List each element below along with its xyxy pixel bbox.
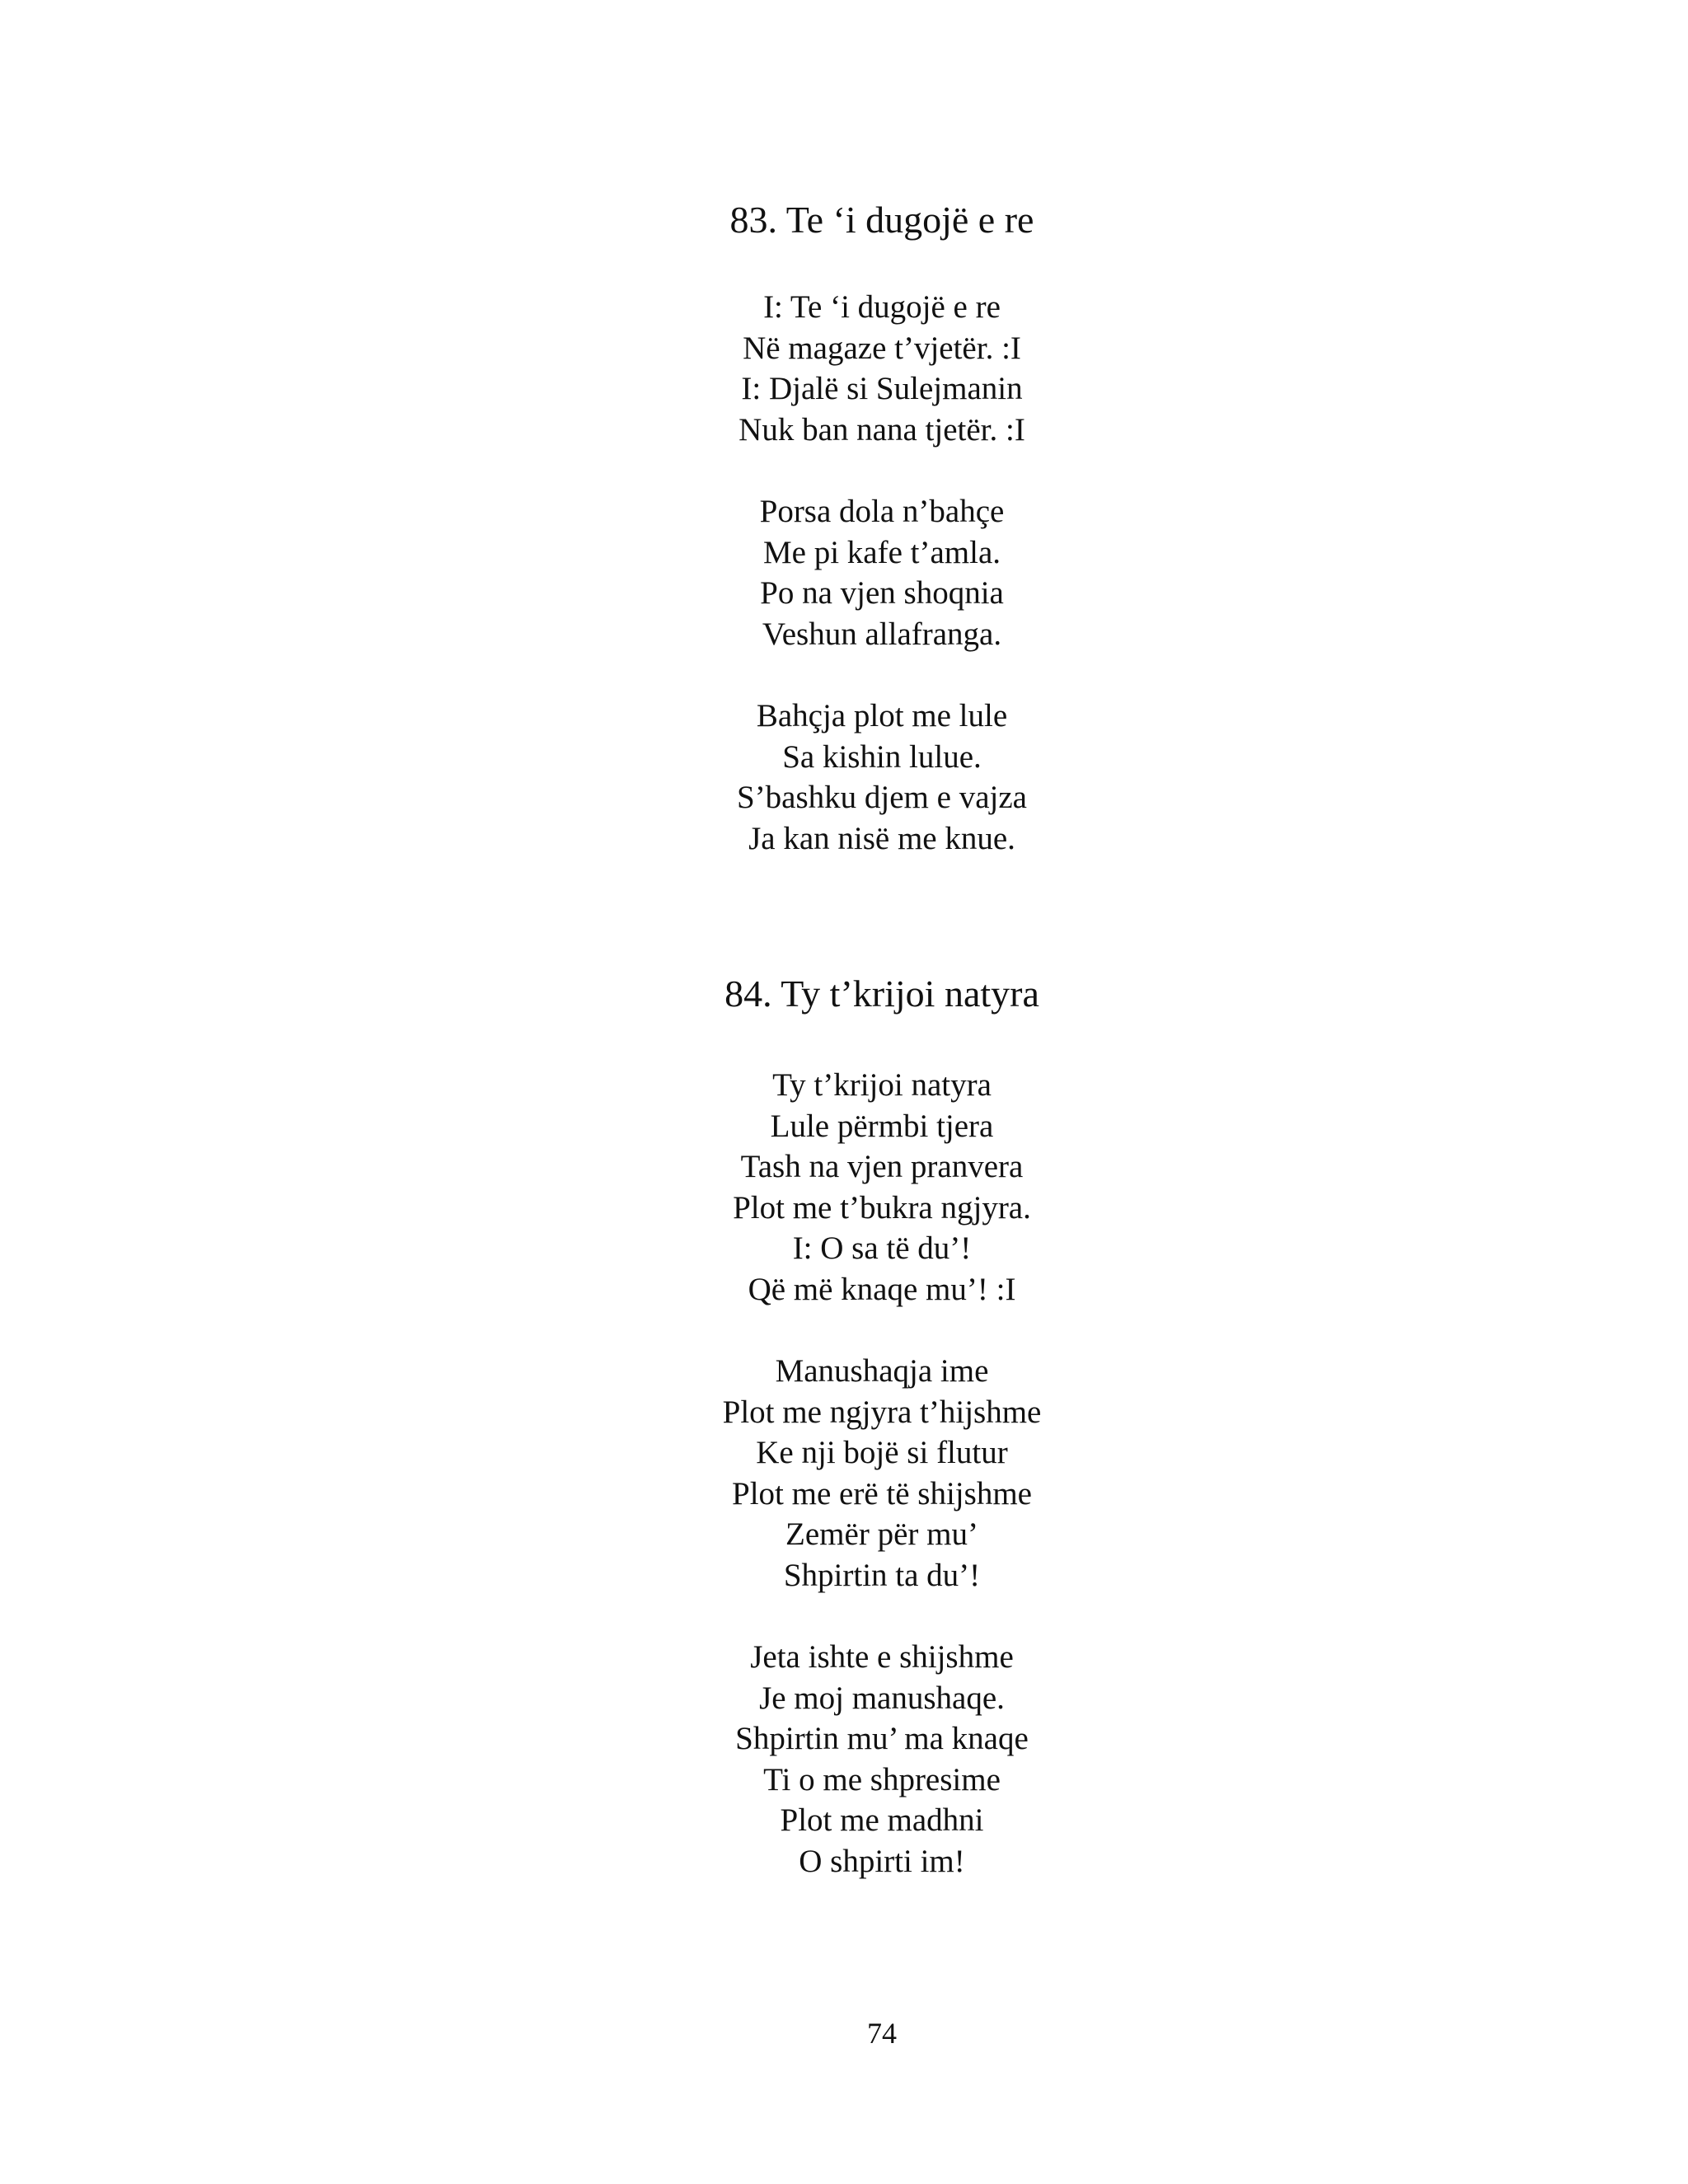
stanza: [0, 1351, 1688, 1596]
verse-line: O shpirti im!: [799, 1843, 965, 1879]
poem-title: 84. Ty t’krijoi natyra: [724, 972, 1039, 1015]
verse-line: Ja kan nisë me knue.: [748, 820, 1015, 856]
verse-line: Manushaqja ime: [775, 1353, 989, 1389]
poem-84: [0, 971, 1688, 1882]
stanza: [0, 1065, 1688, 1310]
verse-line: Ti o me shpresime: [763, 1761, 1001, 1797]
verse-line: Jeta ishte e shijshme: [750, 1639, 1014, 1675]
verse-line: Bahçja plot me lule: [756, 698, 1008, 733]
verse-line: Plot me erë të shijshme: [732, 1475, 1032, 1511]
verse-line: Tash na vjen pranvera: [740, 1149, 1024, 1184]
verse-line: Shpirtin ta du’!: [783, 1557, 981, 1593]
verse-line: S’bashku djem e vajza: [737, 780, 1027, 815]
verse-line: Po na vjen shoqnia: [760, 575, 1004, 611]
verse-line: Plot me madhni: [780, 1802, 984, 1838]
verse-line: Sa kishin lulue.: [782, 738, 982, 775]
verse-line: Ty t’krijoi natyra: [772, 1067, 992, 1103]
verse-line: Që më knaqe mu’! :I: [748, 1271, 1016, 1307]
verse-line: Plot me ngjyra t’hijshme: [722, 1394, 1042, 1430]
verse-line: I: Djalë si Sulejmanin: [741, 371, 1023, 406]
verse-line: Lule përmbi tjera: [770, 1108, 994, 1144]
verse-line: I: O sa të du’!: [792, 1230, 972, 1266]
verse-line: Veshun allafranga.: [762, 616, 1002, 652]
verse-line: Me pi kafe t’amla.: [762, 534, 1001, 570]
verse-line: Je moj manushaqe.: [759, 1680, 1005, 1716]
verse-line: Porsa dola n’bahçe: [759, 494, 1005, 529]
poem-83: [0, 197, 1688, 859]
verse-line: I: Te ‘i dugojë e re: [763, 289, 1001, 325]
page-number: 74: [867, 2017, 897, 2050]
poem-title: 83. Te ‘i dugojë e re: [729, 199, 1034, 241]
verse-line: Shpirtin mu’ ma knaqe: [735, 1721, 1029, 1756]
poem-body: [0, 287, 1688, 859]
verse-line: Plot me t’bukra ngjyra.: [733, 1189, 1031, 1226]
verse-line: Zemër për mu’: [785, 1516, 978, 1552]
stanza: [0, 1637, 1688, 1882]
poem-body: [0, 1065, 1688, 1882]
verse-line: Nuk ban nana tjetër. :I: [738, 411, 1025, 448]
stanza: [0, 287, 1688, 450]
verse-line: Në magaze t’vjetër. :I: [743, 330, 1021, 366]
stanza: [0, 491, 1688, 654]
stanza: [0, 696, 1688, 859]
verse-line: Ke nji bojë si flutur: [756, 1435, 1008, 1470]
